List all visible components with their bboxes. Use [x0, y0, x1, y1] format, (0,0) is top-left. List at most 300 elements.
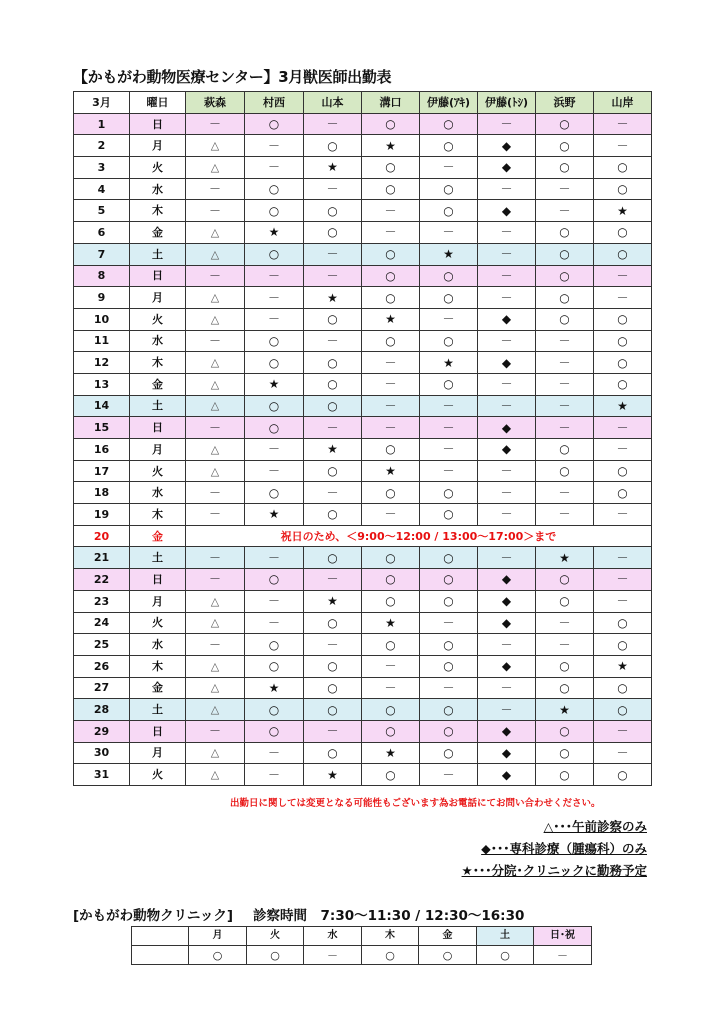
- shift-cell: ○: [536, 135, 594, 157]
- shift-cell: ○: [304, 460, 362, 482]
- shift-cell: ○: [594, 352, 652, 374]
- shift-cell: －: [186, 330, 245, 352]
- shift-cell: ○: [420, 265, 478, 287]
- shift-cell: －: [478, 287, 536, 309]
- shift-cell: －: [304, 634, 362, 656]
- shift-cell: －: [304, 243, 362, 265]
- column-header: 山岸: [594, 92, 652, 114]
- shift-cell: ○: [362, 439, 420, 461]
- shift-cell: ○: [304, 352, 362, 374]
- shift-cell: －: [420, 612, 478, 634]
- shift-cell: －: [420, 417, 478, 439]
- shift-cell: ◆: [478, 612, 536, 634]
- shift-cell: －: [594, 504, 652, 526]
- schedule-row: [74, 764, 652, 786]
- shift-cell: ○: [304, 373, 362, 395]
- shift-cell: ○: [536, 222, 594, 244]
- shift-cell: ○: [245, 634, 304, 656]
- shift-cell: －: [478, 699, 536, 721]
- shift-cell: ○: [594, 308, 652, 330]
- clinic-day-value: ○: [189, 946, 247, 965]
- shift-cell: ○: [536, 590, 594, 612]
- schedule-row: [74, 504, 652, 526]
- date-cell: 14: [74, 395, 130, 417]
- weekday-cell: 金: [130, 677, 186, 699]
- shift-cell: △: [186, 677, 245, 699]
- weekday-cell: 水: [130, 330, 186, 352]
- weekday-cell: 土: [130, 395, 186, 417]
- shift-cell: ★: [304, 764, 362, 786]
- shift-cell: －: [186, 720, 245, 742]
- shift-cell: ○: [362, 265, 420, 287]
- shift-cell: ○: [536, 655, 594, 677]
- weekday-cell: 月: [130, 590, 186, 612]
- weekday-cell: 土: [130, 699, 186, 721]
- shift-cell: －: [536, 504, 594, 526]
- schedule-row: [74, 287, 652, 309]
- date-cell: 23: [74, 590, 130, 612]
- holiday-note: 祝日のため、＜9:00～12:00 / 13:00～17:00＞まで: [186, 525, 652, 547]
- shift-cell: －: [362, 655, 420, 677]
- shift-cell: ★: [362, 135, 420, 157]
- schedule-table: [73, 91, 652, 786]
- shift-cell: ★: [245, 373, 304, 395]
- clinic-day-value: ○: [362, 946, 419, 965]
- shift-cell: △: [186, 612, 245, 634]
- shift-cell: ○: [420, 482, 478, 504]
- shift-cell: △: [186, 222, 245, 244]
- shift-cell: －: [594, 569, 652, 591]
- shift-cell: －: [536, 482, 594, 504]
- shift-cell: ○: [245, 113, 304, 135]
- shift-cell: －: [536, 395, 594, 417]
- weekday-cell: 月: [130, 742, 186, 764]
- shift-cell: ○: [245, 200, 304, 222]
- shift-cell: ○: [420, 200, 478, 222]
- shift-cell: ○: [594, 178, 652, 200]
- shift-cell: ○: [362, 287, 420, 309]
- shift-cell: ◆: [478, 417, 536, 439]
- shift-cell: －: [245, 590, 304, 612]
- shift-cell: ○: [594, 612, 652, 634]
- date-cell: 1: [74, 113, 130, 135]
- shift-cell: ★: [245, 504, 304, 526]
- shift-cell: ○: [594, 699, 652, 721]
- shift-cell: －: [304, 482, 362, 504]
- date-cell: 27: [74, 677, 130, 699]
- schedule-row: [74, 612, 652, 634]
- shift-cell: －: [362, 200, 420, 222]
- shift-cell: －: [362, 395, 420, 417]
- clinic-hours-table: [131, 926, 592, 965]
- shift-cell: －: [362, 373, 420, 395]
- weekday-cell: 日: [130, 569, 186, 591]
- date-cell: 6: [74, 222, 130, 244]
- shift-cell: ○: [594, 330, 652, 352]
- shift-cell: △: [186, 135, 245, 157]
- shift-cell: －: [594, 742, 652, 764]
- shift-cell: －: [304, 265, 362, 287]
- column-header: 浜野: [536, 92, 594, 114]
- date-cell: 7: [74, 243, 130, 265]
- weekday-cell: 火: [130, 764, 186, 786]
- weekday-cell: 月: [130, 287, 186, 309]
- shift-cell: ○: [362, 590, 420, 612]
- schedule-row: [74, 590, 652, 612]
- schedule-row: [74, 157, 652, 179]
- shift-cell: －: [594, 265, 652, 287]
- shift-cell: －: [362, 677, 420, 699]
- date-cell: 29: [74, 720, 130, 742]
- shift-cell: ◆: [478, 569, 536, 591]
- clinic-day-value: ○: [419, 946, 477, 965]
- shift-cell: －: [245, 439, 304, 461]
- shift-cell: ○: [420, 590, 478, 612]
- shift-cell: ○: [362, 720, 420, 742]
- shift-cell: ○: [362, 764, 420, 786]
- shift-cell: ○: [245, 243, 304, 265]
- shift-cell: －: [420, 764, 478, 786]
- shift-cell: －: [536, 417, 594, 439]
- shift-cell: ○: [304, 135, 362, 157]
- schedule-row: [74, 482, 652, 504]
- date-cell: 4: [74, 178, 130, 200]
- shift-cell: －: [594, 439, 652, 461]
- shift-cell: ○: [304, 677, 362, 699]
- column-header: 萩森: [186, 92, 245, 114]
- shift-cell: ○: [420, 742, 478, 764]
- shift-cell: －: [186, 482, 245, 504]
- shift-cell: ★: [594, 200, 652, 222]
- shift-cell: △: [186, 655, 245, 677]
- shift-cell: ◆: [478, 157, 536, 179]
- shift-cell: ○: [536, 113, 594, 135]
- shift-cell: △: [186, 460, 245, 482]
- date-cell: 22: [74, 569, 130, 591]
- schedule-row: [74, 460, 652, 482]
- schedule-row: [74, 113, 652, 135]
- shift-cell: －: [186, 547, 245, 569]
- schedule-row: [74, 655, 652, 677]
- shift-cell: －: [478, 243, 536, 265]
- date-cell: 5: [74, 200, 130, 222]
- shift-cell: －: [304, 330, 362, 352]
- schedule-row: [74, 222, 652, 244]
- clinic-values-row: [132, 946, 592, 965]
- shift-cell: △: [186, 373, 245, 395]
- clinic-heading: [73, 904, 524, 924]
- schedule-row: [74, 569, 652, 591]
- shift-cell: ○: [420, 373, 478, 395]
- shift-cell: －: [594, 720, 652, 742]
- date-cell: 30: [74, 742, 130, 764]
- clinic-day-header: 日･祝: [534, 927, 592, 946]
- date-cell: 17: [74, 460, 130, 482]
- column-header: 伊藤(ｱｷ): [420, 92, 478, 114]
- shift-cell: ◆: [478, 135, 536, 157]
- shift-cell: －: [245, 287, 304, 309]
- shift-cell: ○: [420, 547, 478, 569]
- shift-cell: ○: [362, 547, 420, 569]
- shift-cell: －: [245, 612, 304, 634]
- clinic-corner-cell: [132, 946, 189, 965]
- shift-cell: ○: [304, 742, 362, 764]
- shift-cell: ○: [420, 720, 478, 742]
- shift-cell: ○: [420, 699, 478, 721]
- shift-cell: －: [420, 395, 478, 417]
- shift-cell: －: [420, 157, 478, 179]
- shift-cell: △: [186, 742, 245, 764]
- shift-cell: －: [245, 460, 304, 482]
- shift-cell: －: [245, 547, 304, 569]
- shift-cell: ◆: [478, 655, 536, 677]
- weekday-cell: 金: [130, 222, 186, 244]
- shift-cell: ○: [594, 373, 652, 395]
- shift-cell: ○: [536, 287, 594, 309]
- shift-cell: －: [478, 113, 536, 135]
- shift-cell: －: [594, 417, 652, 439]
- shift-cell: ★: [304, 157, 362, 179]
- shift-cell: ○: [536, 265, 594, 287]
- shift-cell: －: [186, 634, 245, 656]
- shift-cell: △: [186, 590, 245, 612]
- column-header: 村西: [245, 92, 304, 114]
- clinic-day-value: －: [534, 946, 592, 965]
- shift-cell: ○: [304, 699, 362, 721]
- shift-cell: ○: [245, 330, 304, 352]
- schedule-row: [74, 417, 652, 439]
- clinic-day-value: ○: [247, 946, 304, 965]
- column-header: 溝口: [362, 92, 420, 114]
- clinic-day-header: 水: [304, 927, 362, 946]
- shift-cell: －: [245, 308, 304, 330]
- shift-cell: ★: [362, 742, 420, 764]
- shift-cell: －: [536, 352, 594, 374]
- shift-cell: －: [420, 222, 478, 244]
- column-header: 伊藤(ﾄｼ): [478, 92, 536, 114]
- shift-cell: ◆: [478, 590, 536, 612]
- weekday-cell: 木: [130, 655, 186, 677]
- date-cell: 28: [74, 699, 130, 721]
- shift-cell: ○: [362, 178, 420, 200]
- date-cell: 24: [74, 612, 130, 634]
- shift-cell: ○: [362, 634, 420, 656]
- date-cell: 21: [74, 547, 130, 569]
- shift-cell: －: [362, 222, 420, 244]
- shift-cell: ◆: [478, 200, 536, 222]
- shift-cell: ★: [245, 222, 304, 244]
- shift-cell: －: [478, 677, 536, 699]
- shift-cell: －: [186, 569, 245, 591]
- shift-cell: －: [478, 547, 536, 569]
- shift-cell: －: [478, 178, 536, 200]
- weekday-cell: 木: [130, 200, 186, 222]
- shift-cell: ○: [420, 634, 478, 656]
- page-title: 【かもがわ動物医療センター】3月獣医師出勤表: [73, 68, 392, 86]
- shift-cell: －: [594, 590, 652, 612]
- weekday-cell: 日: [130, 265, 186, 287]
- shift-cell: ○: [304, 308, 362, 330]
- weekday-cell: 木: [130, 504, 186, 526]
- shift-cell: ○: [362, 157, 420, 179]
- clinic-day-header: 土: [477, 927, 534, 946]
- clinic-name: [かもがわ動物クリニック]: [73, 908, 234, 924]
- legend-morning-only: △･･･午前診察のみ: [543, 819, 647, 834]
- shift-cell: ○: [594, 222, 652, 244]
- shift-cell: ○: [362, 569, 420, 591]
- shift-cell: ★: [304, 590, 362, 612]
- schedule-row: [74, 352, 652, 374]
- shift-cell: ★: [536, 547, 594, 569]
- date-cell: 16: [74, 439, 130, 461]
- shift-cell: －: [536, 178, 594, 200]
- shift-cell: ★: [304, 439, 362, 461]
- shift-cell: ★: [362, 308, 420, 330]
- shift-cell: －: [245, 265, 304, 287]
- schedule-row: [74, 547, 652, 569]
- shift-cell: －: [478, 482, 536, 504]
- weekday-cell: 土: [130, 243, 186, 265]
- disclaimer-text: 出勤日に関しては変更となる可能性もございます為お電話にてお問い合わせください。: [230, 798, 601, 809]
- weekday-cell: 火: [130, 157, 186, 179]
- shift-cell: ○: [304, 504, 362, 526]
- header-row: [74, 92, 652, 114]
- column-header: 山本: [304, 92, 362, 114]
- schedule-row: [74, 720, 652, 742]
- shift-cell: －: [478, 460, 536, 482]
- shift-cell: －: [186, 178, 245, 200]
- shift-cell: －: [478, 504, 536, 526]
- schedule-row: [74, 395, 652, 417]
- shift-cell: －: [245, 135, 304, 157]
- shift-cell: ○: [594, 634, 652, 656]
- shift-cell: －: [420, 439, 478, 461]
- shift-cell: ○: [420, 569, 478, 591]
- shift-cell: ○: [304, 395, 362, 417]
- shift-cell: －: [245, 157, 304, 179]
- shift-cell: －: [304, 720, 362, 742]
- schedule-row: [74, 308, 652, 330]
- shift-cell: ○: [536, 742, 594, 764]
- clinic-day-header: 月: [189, 927, 247, 946]
- shift-cell: ◆: [478, 352, 536, 374]
- shift-cell: －: [594, 547, 652, 569]
- schedule-row: [74, 699, 652, 721]
- shift-cell: －: [304, 417, 362, 439]
- shift-cell: △: [186, 439, 245, 461]
- date-cell: 20: [74, 525, 130, 547]
- weekday-cell: 火: [130, 460, 186, 482]
- shift-cell: ○: [420, 655, 478, 677]
- shift-cell: －: [594, 135, 652, 157]
- schedule-row: [74, 178, 652, 200]
- schedule-row: [74, 439, 652, 461]
- shift-cell: ○: [536, 764, 594, 786]
- shift-cell: ★: [420, 352, 478, 374]
- shift-cell: ★: [594, 395, 652, 417]
- shift-cell: ○: [594, 764, 652, 786]
- shift-cell: ○: [536, 460, 594, 482]
- shift-cell: ★: [420, 243, 478, 265]
- shift-cell: ○: [245, 178, 304, 200]
- shift-cell: △: [186, 287, 245, 309]
- shift-cell: ★: [362, 460, 420, 482]
- date-cell: 11: [74, 330, 130, 352]
- schedule-row: [74, 243, 652, 265]
- shift-cell: ○: [245, 352, 304, 374]
- date-cell: 26: [74, 655, 130, 677]
- shift-cell: △: [186, 395, 245, 417]
- shift-cell: ○: [420, 504, 478, 526]
- shift-cell: ○: [420, 287, 478, 309]
- weekday-cell: 金: [130, 525, 186, 547]
- shift-cell: －: [536, 373, 594, 395]
- shift-cell: －: [478, 395, 536, 417]
- clinic-corner-cell: [132, 927, 189, 946]
- shift-cell: ★: [594, 655, 652, 677]
- date-cell: 19: [74, 504, 130, 526]
- shift-cell: －: [186, 417, 245, 439]
- shift-cell: ○: [594, 157, 652, 179]
- shift-cell: －: [362, 417, 420, 439]
- date-cell: 18: [74, 482, 130, 504]
- shift-cell: ★: [362, 612, 420, 634]
- weekday-cell: 日: [130, 720, 186, 742]
- weekday-cell: 木: [130, 352, 186, 374]
- date-cell: 12: [74, 352, 130, 374]
- shift-cell: ◆: [478, 764, 536, 786]
- schedule-row: [74, 135, 652, 157]
- shift-cell: －: [594, 113, 652, 135]
- shift-cell: ◆: [478, 742, 536, 764]
- shift-cell: －: [536, 200, 594, 222]
- shift-cell: ◆: [478, 720, 536, 742]
- schedule-row: [74, 677, 652, 699]
- date-cell: 8: [74, 265, 130, 287]
- schedule-row: [74, 373, 652, 395]
- shift-cell: －: [245, 742, 304, 764]
- shift-cell: ○: [304, 612, 362, 634]
- legend-branch-duty: ★･･･分院･クリニックに勤務予定: [461, 863, 647, 878]
- shift-cell: －: [245, 764, 304, 786]
- shift-cell: △: [186, 764, 245, 786]
- shift-cell: －: [186, 504, 245, 526]
- shift-cell: ○: [594, 677, 652, 699]
- weekday-cell: 月: [130, 135, 186, 157]
- shift-cell: ○: [304, 200, 362, 222]
- shift-cell: △: [186, 157, 245, 179]
- shift-cell: －: [186, 265, 245, 287]
- shift-cell: ○: [245, 417, 304, 439]
- shift-cell: －: [478, 634, 536, 656]
- shift-cell: －: [186, 113, 245, 135]
- clinic-day-header: 金: [419, 927, 477, 946]
- shift-cell: －: [304, 178, 362, 200]
- shift-cell: ○: [536, 569, 594, 591]
- shift-cell: －: [304, 113, 362, 135]
- weekday-cell: 火: [130, 612, 186, 634]
- shift-cell: △: [186, 243, 245, 265]
- shift-cell: ○: [420, 330, 478, 352]
- shift-cell: ○: [536, 308, 594, 330]
- shift-cell: ○: [245, 395, 304, 417]
- column-header: 曜日: [130, 92, 186, 114]
- weekday-cell: 日: [130, 417, 186, 439]
- shift-cell: ○: [245, 720, 304, 742]
- date-cell: 31: [74, 764, 130, 786]
- shift-cell: ○: [245, 569, 304, 591]
- shift-cell: ★: [245, 677, 304, 699]
